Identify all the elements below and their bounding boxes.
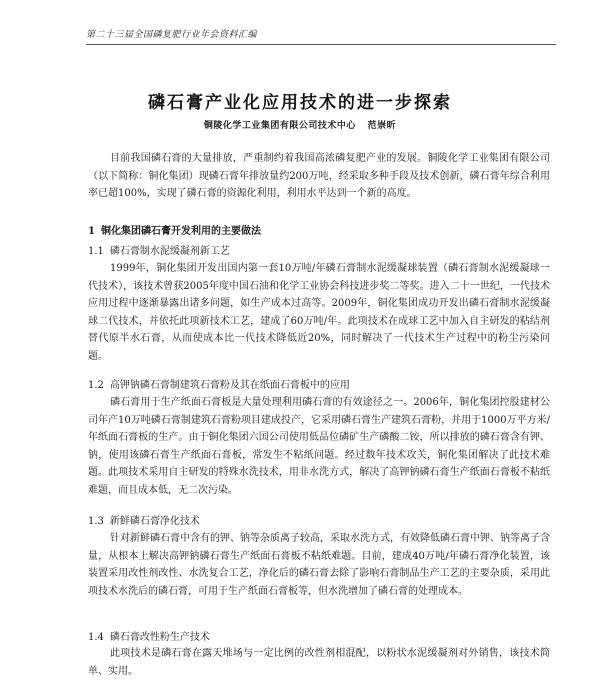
author-affiliation: 铜陵化学工业集团有限公司技术中心 <box>203 121 356 131</box>
section-1-4-paragraph: 此项技术是磷石膏在露天堆场与一定比例的改性剂相混配，以粉状水泥缓凝剂对外销售，该技术简单、实用。 <box>88 648 550 677</box>
intro-section <box>88 150 550 203</box>
section-1-4-body <box>88 645 550 680</box>
running-header: 第二十三届全国磷复肥行业年会资料汇编 <box>86 27 556 45</box>
section-1-4-heading <box>88 628 210 643</box>
section-1-3-title: 新鲜磷石膏净化技术 <box>109 516 200 527</box>
author-line <box>0 118 600 131</box>
section-1-1-heading <box>88 242 230 257</box>
section-1-1-paragraph: 1999年，铜化集团开发出国内第一套10万吨/年磷石膏制水泥缓凝球装置（磷石膏制水泥缓凝球一代技术），该技术曾获2005年度中国石油和化学工业协会科技进步奖二等奖。进入二十一世纪，一代技术应用过程中逐渐暴露出诸多问题，如生产成本过高等。2009年，铜化集团成功开发出磷石膏制水泥缓凝球二代技术，并依托此项新技术工艺，建成了60万吨/年。此项技术在成球工艺中加入自主研发的粘结剂替代原半水石膏，从而使成本比一代技术降低近20%，同时解决了一代技术生产过程中的粉尘污染问题。 <box>88 263 550 362</box>
section-1-4-title: 磷石膏改性粉生产技术 <box>109 632 210 643</box>
section-1-number: 1 <box>88 226 95 237</box>
section-1-title: 铜化集团磷石膏开发利用的主要做法 <box>100 226 261 237</box>
article-title: 磷石膏产业化应用技术的进一步探索 <box>148 93 452 113</box>
section-1-1-number: 1.1 <box>88 246 104 257</box>
section-1-2-number: 1.2 <box>88 380 104 391</box>
author-name: 范崇昕 <box>367 121 397 131</box>
section-1-1-title: 磷石膏制水泥缓凝剂新工艺 <box>109 246 230 257</box>
section-1-2-title: 高钾钠磷石膏制建筑石膏粉及其在纸面石膏板中的应用 <box>109 380 350 391</box>
section-1-2-paragraph: 磷石膏用于生产纸面石膏板是大量处理利用磷石膏的有效途径之一。2006年，铜化集团控股建材公司年产10万吨磷石膏制建筑石膏粉项目建成投产，它采用磷石膏生产建筑石膏粉，并用于1000万平方米/年纸面石膏板的生产。由于铜化集团六国公司使用低品位磷矿生产磷酸二铵，所以排放的磷石膏含有钾、钠，使用该磷石膏生产纸面石膏板，常发生不粘纸问题。经过数年技术攻关，铜化集团解决了此技术难题。此项技术采用自主研发的特殊水洗技术，用非水洗方式，解决了高钾钠磷石膏生产纸面石膏板不粘纸难题，而且成本低，无二次污染。 <box>88 397 550 496</box>
section-1-4-number: 1.4 <box>88 632 104 643</box>
section-1-3-heading <box>88 512 200 527</box>
section-1-3-number: 1.3 <box>88 516 104 527</box>
section-1-3-paragraph: 针对新鲜磷石膏中含有的钾、钠等杂质离子较高，采取水洗方式，有效降低磷石膏中钾、钠等离子含量，从根本上解决高钾钠磷石膏生产纸面石膏板不粘纸难题。目前，建成40万吨/年磷石膏净化装置，该装置采用改性剂改性、水洗复合工艺，净化后的磷石膏去除了影响石膏制品生产工艺的主要杂质，采用此项技术水洗后的磷石膏，可用于生产纸面石膏板等，但水洗增加了磷石膏的处理成本。 <box>88 533 550 597</box>
section-1-heading <box>88 222 261 237</box>
section-1-2-body <box>88 394 550 499</box>
section-1-1-body <box>88 260 550 365</box>
section-1-3-body <box>88 530 550 600</box>
intro-paragraph: 目前我国磷石膏的大量排放，严重制约着我国高浓磷复肥产业的发展。铜陵化学工业集团有限公司（以下简称：铜化集团）现磷石膏年排放量约200万吨，经采取多种手段及技术创新，磷石膏年综合利用率已超100%，实现了磷石膏的资源化利用，利用水平达到一个新的高度。 <box>88 153 550 199</box>
section-1-2-heading <box>88 376 350 391</box>
